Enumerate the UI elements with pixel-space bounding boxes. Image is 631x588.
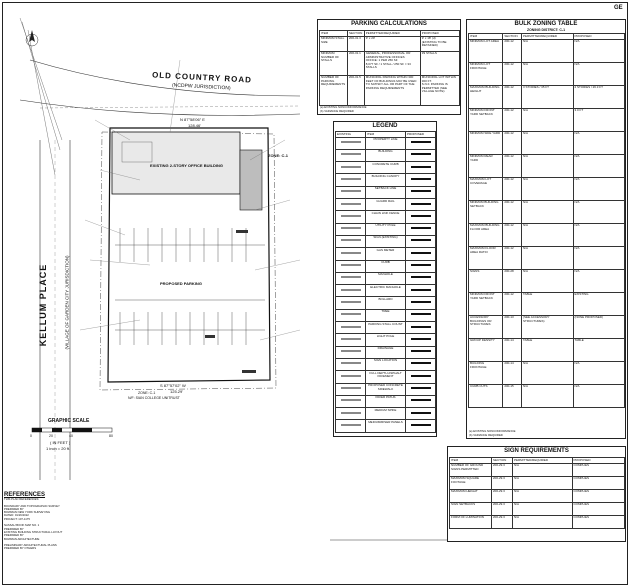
zoning-col-required: PERMITTED/REQUIRED (522, 34, 573, 40)
zoning-cell: 200-12 (503, 200, 522, 223)
zoning-cell: N/A (522, 177, 573, 200)
legend-row (336, 285, 436, 297)
legend-symbol-proposed (406, 174, 436, 186)
legend-symbol-proposed (406, 223, 436, 235)
zoning-row (469, 315, 625, 338)
zoning-cell: MINIMUM BUILDING SETBACK (469, 200, 503, 223)
adjacent-owner: N/F: SIAN COLLEGE UNITRUST (128, 396, 180, 400)
legend-symbol-proposed (406, 420, 436, 432)
legend-box (333, 121, 437, 437)
legend-symbol-existing (336, 322, 366, 334)
legend-symbol-proposed (406, 137, 436, 149)
legend-symbol-existing (336, 174, 366, 186)
zoning-row (469, 85, 625, 108)
legend-row (336, 334, 436, 346)
zoning-cell: N/A (522, 131, 573, 154)
graphic-scale-ratio: 1 inch = 20 ft. (46, 446, 71, 451)
zoning-row (469, 384, 625, 407)
references-block (4, 492, 100, 551)
references-title: REFERENCES (4, 492, 46, 498)
zoning-cell: N/A (522, 384, 573, 407)
zoning-cell: 200-12 (503, 108, 522, 131)
zoning-cell: EXISTING (573, 292, 625, 315)
legend-row (336, 137, 436, 149)
legend-symbol-proposed (406, 272, 436, 284)
parking-cell: 200-31.1 (348, 51, 365, 75)
zoning-cell: 200-12 (503, 85, 522, 108)
legend-item-label: MANHOLE (366, 272, 406, 284)
signs-cell: 200-29.3 (492, 463, 513, 476)
legend-symbol-proposed (406, 322, 436, 334)
legend-item-label: ELECTRIC MANHOLE (366, 285, 406, 297)
parking-stalls (115, 228, 265, 345)
bulk-zoning-box (466, 19, 626, 439)
zoning-row (469, 131, 625, 154)
zoning-cell: N/A (573, 62, 625, 85)
legend-item-label: SIGN LOCATION (366, 358, 406, 370)
parking-cell: 200-31.5 (348, 75, 365, 105)
zoning-cell: 200-14 (503, 361, 522, 384)
bearing-north: N 87°58'06" E (180, 117, 205, 122)
zoning-cell: 2 STORIES / 26.3 FT (573, 85, 625, 108)
zoning-cell: 200-12 (503, 292, 522, 315)
zoning-cell: BUILDING FRONTAGE (469, 361, 503, 384)
legend-item-label: UTILITY POLE (366, 223, 406, 235)
signs-row (450, 476, 625, 489)
legend-symbol-proposed (406, 309, 436, 321)
signs-table (449, 457, 625, 529)
legend-row (336, 420, 436, 432)
old-country-road (20, 60, 300, 115)
north-arrow (26, 30, 38, 46)
zoning-cell: 3 STORIES / 35 FT (522, 85, 573, 108)
parking-table (319, 30, 460, 106)
zoning-cell: GROUP DENSITY (469, 338, 503, 361)
zoning-cell: SIGNS (469, 269, 503, 292)
zoning-cell: 200-28 (503, 269, 522, 292)
legend-row (336, 346, 436, 358)
legend-row (336, 174, 436, 186)
signs-cell: COMPLIES (572, 489, 625, 502)
legend-title: LEGEND (372, 123, 398, 129)
legend-item-label: PAVER PATHS (366, 395, 406, 407)
legend-row (336, 408, 436, 420)
existing-building (112, 132, 262, 210)
graphic-scale-title: GRAPHIC SCALE (48, 418, 90, 424)
zone-label-2: ZONE: C-1 (138, 391, 156, 395)
legend-item-label: DRAINAGE (366, 346, 406, 358)
legend-symbol-proposed (406, 358, 436, 370)
zone-label-1: ZONE: C-1 (268, 153, 288, 158)
zoning-cell: N/A (573, 154, 625, 177)
legend-symbol-existing (336, 309, 366, 321)
legend-symbol-existing (336, 260, 366, 272)
legend-row (336, 186, 436, 198)
scale-tick-3: 80 (109, 434, 113, 438)
legend-symbol-proposed (406, 334, 436, 346)
legend-row (336, 358, 436, 370)
signs-col-required: PERMITTED/REQUIRED (513, 458, 573, 464)
side-street-name: KELLUM PLACE (38, 263, 48, 347)
zoning-cell: N/A (573, 223, 625, 246)
zoning-cell: (NONE PROPOSED) (573, 315, 625, 338)
zoning-cell: N/A (522, 269, 573, 292)
zoning-cell: 200-14 (503, 338, 522, 361)
legend-symbol-proposed (406, 346, 436, 358)
zoning-cell: MAXIMUM LOT COVERAGE (469, 177, 503, 200)
legend-symbol-proposed (406, 408, 436, 420)
signs-cell: COMPLIES (572, 515, 625, 528)
legend-row (336, 395, 436, 407)
zoning-cell: N/A (573, 39, 625, 62)
legend-symbol-existing (336, 149, 366, 161)
parking-cell: 39 STALLS (420, 51, 459, 75)
legend-symbol-proposed (406, 260, 436, 272)
zoning-row (469, 154, 625, 177)
legend-row (336, 371, 436, 383)
bearing-south: S 87°57'02" W (160, 383, 186, 388)
legend-symbol-proposed (406, 199, 436, 211)
zoning-cell: MAXIMUM BUILDING HEIGHT (469, 85, 503, 108)
zoning-cell: 200-15 (503, 384, 522, 407)
legend-item-label: GUARD RAIL (366, 199, 406, 211)
legend-symbol-proposed (406, 297, 436, 309)
zoning-cell: MINIMUM REAR YARD (469, 154, 503, 177)
zoning-cell: N/A (522, 154, 573, 177)
parking-col-proposed: PROPOSED (420, 31, 459, 37)
signs-cell: N/A (513, 463, 573, 476)
signs-row (450, 463, 625, 476)
road-name: OLD COUNTRY ROAD (151, 70, 253, 85)
legend-symbol-proposed (406, 285, 436, 297)
legend-item-label: CHAIN LINK FENCE (366, 211, 406, 223)
zoning-cell: 200-12 (503, 223, 522, 246)
zoning-cell: MAXIMUM FLOOR AREA RATIO (469, 246, 503, 269)
parking-calculations-box (317, 19, 461, 115)
legend-item-label: PARKING STALL COUNT (366, 322, 406, 334)
zoning-cell: N/A (573, 131, 625, 154)
signs-row (450, 489, 625, 502)
legend-symbol-existing (336, 346, 366, 358)
graphic-scale-bar (32, 428, 112, 432)
zoning-col-item: ITEM (469, 34, 503, 40)
legend-symbol-proposed (406, 186, 436, 198)
parking-note-a: (a) EXISTING NONCONFORMANCE (320, 105, 367, 109)
signs-col-item: ITEM (450, 458, 492, 464)
legend-item-label: GAS METER (366, 248, 406, 260)
legend-row (336, 297, 436, 309)
zoning-row (469, 177, 625, 200)
legend-symbol-existing (336, 223, 366, 235)
legend-item-label: MEDIUM SPIKE (366, 408, 406, 420)
legend-item-label: TREE (366, 309, 406, 321)
signs-col-section: SECTION (492, 458, 513, 464)
signs-row (450, 502, 625, 515)
legend-symbol-proposed (406, 248, 436, 260)
zoning-cell: N/A (573, 269, 625, 292)
references-text: THIS PLAN REFERENCES: BOUNDARY AND TOPOGRAPHIC SURVEY PREPARED BY BOWMAN NEW YORK SURVEYING DATED: 01/26/2022 PROJECT: 107-1175 NASSAU BOOK MAP NO. 1 PREPARED BY EXISTING BUILDING STRUCTURAL LAYOUT PREPARED BY BOWMAN ARCHITECTURE PRELIMINARY ARCHITECTURAL PLANS PREPARED BY OTHERS (4, 497, 63, 551)
zoning-cell: TABLE (522, 338, 573, 361)
signs-cell: FORM OF LUMINATION (450, 515, 492, 528)
signs-col-proposed: PROPOSED (572, 458, 625, 464)
graphic-scale-units: ( IN FEET ) (50, 440, 71, 445)
zoning-cell: TABLE (573, 338, 625, 361)
zoning-cell: 3.0 FT (573, 108, 625, 131)
zoning-row (469, 246, 625, 269)
zoning-row (469, 338, 625, 361)
zoning-cell: N/A (522, 200, 573, 223)
legend-symbol-existing (336, 408, 366, 420)
distance-south: 125.29' (170, 389, 183, 394)
legend-row (336, 322, 436, 334)
building-label: EXISTING 2-STORY OFFICE BUILDING (150, 163, 224, 168)
zoning-cell: N/A (573, 246, 625, 269)
scale-tick-1: 20 (49, 434, 53, 438)
legend-row (336, 162, 436, 174)
zoning-cell: 200-12 (503, 177, 522, 200)
zoning-cell: MINIMUM LOT FRONTAGE (469, 62, 503, 85)
legend-item-label: MEDIUM/RISER PANELS (366, 420, 406, 432)
legend-symbol-existing (336, 235, 366, 247)
legend-item-label: BOLLARD (366, 297, 406, 309)
road-jurisdiction: (NCDPW JURISDICTION) (171, 82, 231, 92)
legend-row (336, 211, 436, 223)
legend-table (335, 131, 436, 433)
signs-cell: N/A (513, 515, 573, 528)
zoning-row (469, 39, 625, 62)
signs-cell: NUMBER OF GROUND SIGNS PERMITTED (450, 463, 492, 476)
legend-symbol-proposed (406, 211, 436, 223)
zoning-cell: CURB CUTS (469, 384, 503, 407)
legend-symbol-existing (336, 285, 366, 297)
parking-cell: MINIMUM NUMBER OF STALLS (320, 51, 348, 75)
zoning-cell: MINIMUM LOT AREA (469, 39, 503, 62)
legend-row (336, 149, 436, 161)
zoning-cell: 200-13 (503, 315, 522, 338)
parking-cell: NUMBER OF PARKING REQUIREMENTS (320, 75, 348, 105)
zoning-cell: MINIMUM SIDE YARD (469, 131, 503, 154)
zoning-row (469, 200, 625, 223)
zoning-cell: N/A (522, 62, 573, 85)
curb-islands (205, 230, 256, 373)
zoning-row (469, 62, 625, 85)
legend-symbol-existing (336, 383, 366, 395)
zoning-note-b: (b) VARIANCE REQUIRED (469, 433, 503, 437)
legend-symbol-existing (336, 420, 366, 432)
legend-col-existing: EXISTING (336, 132, 366, 138)
callout-leaders (80, 60, 300, 340)
legend-symbol-existing (336, 199, 366, 211)
legend-row (336, 272, 436, 284)
legend-symbol-existing (336, 211, 366, 223)
zoning-cell: N/A (573, 361, 625, 384)
zoning-row (469, 223, 625, 246)
signs-cell: COMPLIES (572, 463, 625, 476)
zoning-cell: 200-12 (503, 39, 522, 62)
scale-tick-2: 40 (69, 434, 73, 438)
sheet-label: GE (614, 5, 623, 11)
legend-symbol-existing (336, 395, 366, 407)
signs-cell: N/A (513, 502, 573, 515)
zoning-col-proposed: PROPOSED (573, 34, 625, 40)
legend-row (336, 223, 436, 235)
signs-cell: SIGN SETBACKS (450, 502, 492, 515)
legend-row (336, 248, 436, 260)
zoning-row (469, 269, 625, 292)
zoning-cell: N/A (522, 108, 573, 131)
legend-symbol-proposed (406, 162, 436, 174)
signs-cell: N/A (513, 476, 573, 489)
scale-tick-0: 0 (30, 434, 32, 438)
legend-symbol-existing (336, 186, 366, 198)
zoning-cell: N/A (573, 200, 625, 223)
zoning-cell: MINIMUM FRONT YARD SETBACK (469, 108, 503, 131)
signs-cell: 200-29.3 (492, 489, 513, 502)
zoning-subtitle: ZONING DISTRICT: C-1 (526, 28, 566, 32)
legend-symbol-proposed (406, 395, 436, 407)
legend-symbol-proposed (406, 371, 436, 383)
legend-col-proposed: PROPOSED (406, 132, 436, 138)
parking-cell: 200-31.3 (348, 36, 365, 51)
parking-col-required: PERMITTED/REQUIRED (364, 31, 420, 37)
legend-row (336, 199, 436, 211)
legend-item-label: LIGHT POLE (366, 334, 406, 346)
zoning-row (469, 108, 625, 131)
legend-item-label: PROPOSED CONCRETE SIDEWALK (366, 383, 406, 395)
zoning-cell: (SEE ACCESSORY STRUCTURES) (522, 315, 573, 338)
signs-cell: N/A (513, 489, 573, 502)
legend-symbol-existing (336, 334, 366, 346)
legend-symbol-proposed (406, 383, 436, 395)
signs-cell: MAXIMUM HEIGHT (450, 489, 492, 502)
legend-row (336, 309, 436, 321)
parking-cell: GENERAL, PROFESSIONAL OR ADMINISTRATIVE OFFICES OFFICE: 1 PER 250 SF 8,077 SF / 1 STALL / 250 SF = 33 STALLS (364, 51, 420, 75)
zoning-note-a: (a) EXISTING NONCONFORMANCE (469, 429, 516, 433)
signs-cell: 200-29.3 (492, 515, 513, 528)
signs-cell: 200-29.3 (492, 476, 513, 489)
legend-symbol-proposed (406, 235, 436, 247)
parking-col-section: SECTION (349, 30, 363, 35)
side-street-jurisdiction: (VILLAGE OF GARDEN CITY JURISDICTION) (64, 255, 70, 350)
legend-item-label: SIGN (EXISTING) (366, 235, 406, 247)
zoning-cell: N/A (522, 223, 573, 246)
zoning-cell: 200-12 (503, 154, 522, 177)
zoning-cell: ACCESSORY BUILDINGS OR STRUCTURES (469, 315, 503, 338)
zoning-table (468, 33, 625, 408)
legend-item-label: CURB (366, 260, 406, 272)
zoning-col-section: SECTION (503, 34, 522, 40)
zoning-cell: MAXIMUM BUILDING FLOOR AREA (469, 223, 503, 246)
zoning-cell: N/A (522, 246, 573, 269)
legend-item-label: CONCRETE CURB (366, 162, 406, 174)
parking-cell: MUNICIPAL LOT WITHIN 300 FT. S.N.F. PARKING IS PERMITTED (SEE VILLAGE NOTE) (420, 75, 459, 105)
parking-note-b: (b) VARIANCE REQUIRED (320, 109, 354, 113)
zoning-cell: 200-12 (503, 131, 522, 154)
legend-row (336, 260, 436, 272)
signs-title: SIGN REQUIREMENTS (504, 448, 569, 454)
legend-col-item: ITEM (366, 132, 406, 138)
signs-cell: 200-29.3 (492, 502, 513, 515)
legend-item-label: FULL DEPTH ASPHALT PAVEMENT (366, 371, 406, 383)
legend-symbol-proposed (406, 149, 436, 161)
parking-col-item: ITEM (320, 31, 348, 37)
legend-item-label: PROPERTY LINE (366, 137, 406, 149)
zoning-cell: 200-12 (503, 62, 522, 85)
zoning-cell: MINIMUM FRONT YARD SETBACK (469, 292, 503, 315)
legend-row (336, 235, 436, 247)
zoning-cell: TABLE (522, 292, 573, 315)
parking-cell: 9' x 20' (364, 36, 420, 51)
zoning-cell: 200-12 (503, 246, 522, 269)
parking-cell: MUNICIPAL PARKING WITHIN 300 FEET OF BUILDINGS MAY BE USED TO SATISFY ALL OR PART OF THE PARKING REQUIREMENTS (364, 75, 420, 105)
signs-cell: COMPLIES (572, 502, 625, 515)
zoning-row (469, 292, 625, 315)
parking-title: PARKING CALCULATIONS (351, 21, 427, 27)
signs-cell: COMPLIES (572, 476, 625, 489)
zoning-title: BULK ZONING TABLE (514, 21, 578, 27)
distance-north: 128.46' (188, 123, 201, 128)
legend-symbol-existing (336, 137, 366, 149)
legend-item-label: BUILDING (366, 149, 406, 161)
zoning-cell: N/A (522, 361, 573, 384)
zoning-cell: N/A (573, 384, 625, 407)
legend-item-label: BUILDING CANOPY (366, 174, 406, 186)
parking-label: PROPOSED PARKING (160, 281, 202, 286)
sign-requirements-box (447, 446, 626, 542)
legend-symbol-existing (336, 272, 366, 284)
parking-cell: MINIMUM STALL SIZE (320, 36, 348, 51)
legend-row (336, 383, 436, 395)
parking-cell: 9' x 18' (d) (EXISTING TO BE RETAINED) (420, 36, 459, 51)
zoning-cell: N/A (573, 177, 625, 200)
zoning-row (469, 361, 625, 384)
legend-symbol-existing (336, 371, 366, 383)
legend-item-label: SETBACK LINE (366, 186, 406, 198)
signs-row (450, 515, 625, 528)
legend-symbol-existing (336, 358, 366, 370)
legend-symbol-existing (336, 248, 366, 260)
legend-symbol-existing (336, 162, 366, 174)
signs-cell: MAXIMUM SQUARE FOOTAGE (450, 476, 492, 489)
legend-symbol-existing (336, 297, 366, 309)
zoning-cell: N/A (522, 39, 573, 62)
